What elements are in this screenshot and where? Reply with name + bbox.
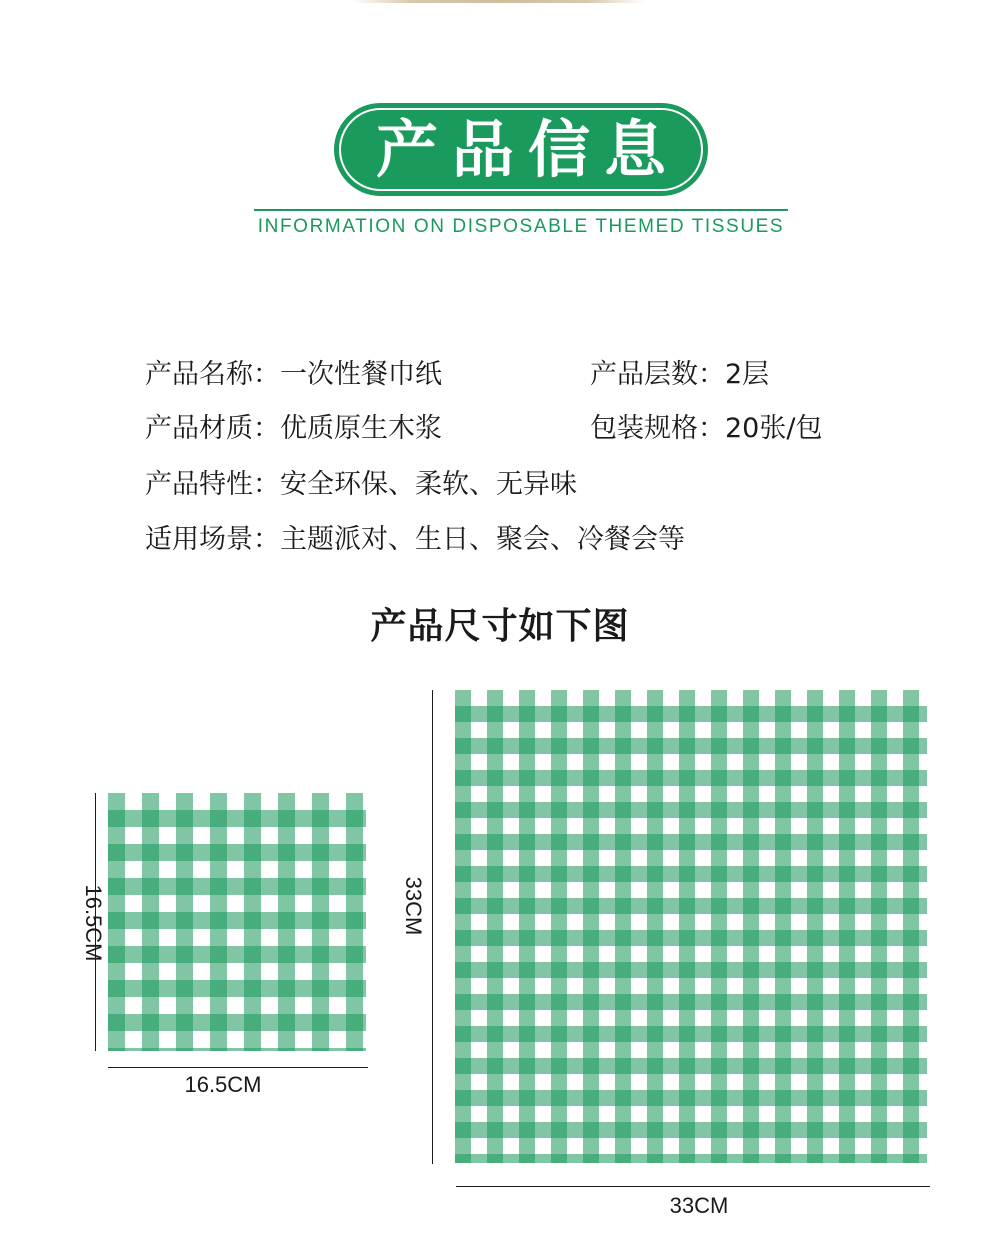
large-height-label: 33CM [401,876,426,936]
spec-product-features [145,467,577,503]
spec-value: 安全环保、柔软、无异味 [280,469,577,500]
title-badge-inner-border [339,108,703,191]
spec-label: 产品特性： [145,469,280,500]
spec-package-spec [590,411,822,447]
spec-value: 一次性餐巾纸 [280,359,442,390]
small-height-label: 16.5CM [81,884,106,962]
page-subtitle: INFORMATION ON DISPOSABLE THEMED TISSUES [257,216,785,237]
spec-label: 产品材质： [145,413,280,444]
spec-label: 产品名称： [145,359,280,390]
spec-value: 20张/包 [725,413,823,444]
spec-value: 2层 [725,359,770,390]
subtitle-divider [254,209,788,211]
top-decorative-line [352,0,646,3]
large-height-dimension-line [432,690,433,1164]
spec-product-layers [590,357,769,393]
spec-value: 优质原生木浆 [280,413,442,444]
small-napkin-image [108,793,366,1051]
spec-product-material [145,411,442,447]
spec-label: 包装规格： [590,413,725,444]
large-width-dimension-line [456,1186,930,1187]
large-width-label: 33CM [669,1193,729,1218]
small-width-dimension-line [108,1067,368,1068]
spec-label: 产品层数： [590,359,725,390]
large-napkin-image [455,690,927,1163]
small-width-label: 16.5CM [184,1072,262,1097]
spec-label: 适用场景： [145,524,280,555]
size-section-title: 产品尺寸如下图 [370,606,630,647]
spec-product-name [145,357,442,393]
page-title: 产品信息 [375,112,680,186]
spec-value: 主题派对、生日、聚会、冷餐会等 [280,524,685,555]
spec-usage-scenes [145,522,685,558]
title-badge [334,103,708,196]
